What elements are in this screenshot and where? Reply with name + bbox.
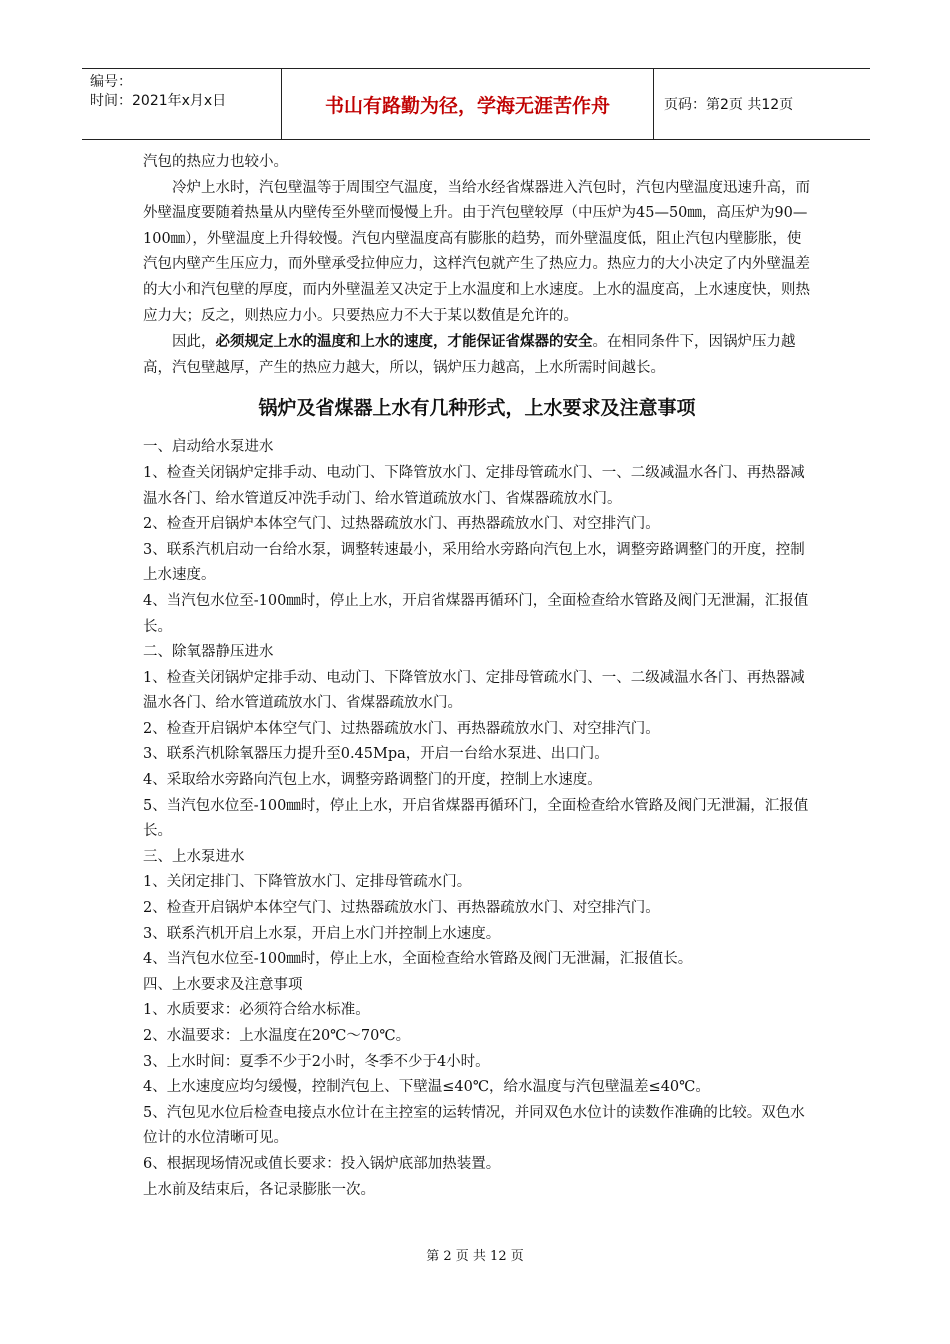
section-line: 3、上水时间：夏季不少于2小时，冬季不少于4小时。	[143, 1053, 490, 1070]
section-line: 4、采取给水旁路向汽包上水，调整旁路调整门的开度，控制上水速度。	[143, 772, 602, 789]
document-body	[143, 150, 811, 1203]
p2-bold-text: 必须规定上水的温度和上水的速度，才能保证省煤器的安全	[215, 333, 593, 351]
section-line: 一、启动给水泵进水	[143, 439, 274, 456]
section-line: 3、联系汽机除氧器压力提升至0.45Mpa，开启一台给水泵进、出口门。	[143, 746, 609, 763]
section-line: 4、当汽包水位至-100㎜时，停止上水，开启省煤器再循环门，全面检查给水管路及阀门无泄漏，汇报值长。	[143, 592, 809, 635]
p2-suffix: 。在相同条件下，因锅炉压力越高，汽包壁越厚，产生的热应力越大，所以，锅炉压力越高，上水所需时间越长。	[143, 334, 796, 376]
section-line: 1、检查关闭锅炉定排手动、电动门、下降管放水门、定排母管疏水门、一、二级减温水各门、再热器减温水各门、给水管道疏放水门、省煤器疏放水门。	[143, 669, 805, 712]
section-title: 锅炉及省煤器上水有几种形式，上水要求及注意事项	[258, 397, 696, 420]
intro-paragraph-0: 汽包的热应力也较小。	[143, 154, 288, 170]
section-line: 5、当汽包水位至-100㎜时，停止上水，开启省煤器再循环门，全面检查给水管路及阀门无泄漏，汇报值长。	[143, 797, 809, 840]
section-line: 6、根据现场情况或值长要求：投入锅炉底部加热装置。	[143, 1155, 501, 1172]
section-line: 2、检查开启锅炉本体空气门、过热器疏放水门、再热器疏放水门、对空排汽门。	[143, 516, 660, 533]
number-label: 编号：	[90, 74, 132, 90]
section-line: 4、上水速度应均匀缓慢，控制汽包上、下壁温≤40℃，给水温度与汽包壁温差≤40℃。	[143, 1079, 710, 1096]
section-line: 1、检查关闭锅炉定排手动、电动门、下降管放水门、定排母管疏水门、一、二级减温水各门、再热器减温水各门、给水管道反冲洗手动门、给水管道疏放水门、省煤器疏放水门。	[143, 464, 805, 507]
section-line: 2、检查开启锅炉本体空气门、过热器疏放水门、再热器疏放水门、对空排汽门。	[143, 900, 660, 917]
section-line: 3、联系汽机开启上水泵，开启上水门并控制上水速度。	[143, 925, 501, 942]
section-line: 1、关闭定排门、下降管放水门、定排母管疏水门。	[143, 874, 472, 891]
section-line: 3、联系汽机启动一台给水泵，调整转速最小，采用给水旁路向汽包上水，调整旁路调整门的开度，控制上水速度。	[143, 541, 805, 584]
section-line: 四、上水要求及注意事项	[143, 976, 303, 993]
section-line: 三、上水泵进水	[143, 848, 245, 865]
header-motto: 书山有路勤为径，学海无涯苦作舟	[282, 69, 654, 139]
header-page-info: 页码：第2页 共12页	[664, 97, 794, 113]
p2-prefix: 因此，	[172, 334, 216, 351]
section-line: 2、水温要求：上水温度在20℃～70℃。	[143, 1028, 411, 1044]
time-label: 时间：2021年x月x日	[90, 93, 227, 109]
section-line: 1、水质要求：必须符合给水标准。	[143, 1002, 370, 1019]
section-line: 上水前及结束后，各记录膨胀一次。	[143, 1181, 375, 1198]
section-line: 5、汽包见水位后检查电接点水位计在主控室的运转情况，并同双色水位计的读数作准确的比较。双色水位计的水位清晰可见。	[143, 1104, 805, 1147]
section-line: 4、当汽包水位至-100㎜时，停止上水，全面检查给水管路及阀门无泄漏，汇报值长。	[143, 951, 693, 968]
section-line: 2、检查开启锅炉本体空气门、过热器疏放水门、再热器疏放水门、对空排汽门。	[143, 720, 660, 737]
page-footer: 第 2 页 共 12 页	[426, 1249, 524, 1264]
intro-paragraph-2	[143, 329, 811, 381]
header-meta	[82, 69, 282, 139]
page-header	[82, 68, 870, 140]
section-line: 二、除氧器静压进水	[143, 644, 274, 661]
intro-paragraph-1: 冷炉上水时，汽包壁温等于周围空气温度，当给水经省煤器进入汽包时，汽包内壁温度迅速升高，而外壁温度要随着热量从内壁传至外壁而慢慢上升。由于汽包壁较厚（中压炉为45—50㎜，高压炉为90—100㎜），外壁温度上升得较慢。汽包内壁温度高有膨胀的趋势，而外壁温度低，阻止汽包内壁膨胀，使汽包内壁产生压应力，而外壁承受拉伸应力，这样汽包就产生了热应力。热应力的大小决定了内外壁温差的大小和汽包壁的厚度，而内外壁温差又决定于上水温度和上水速度。上水的温度高，上水速度快，则热应力大；反之，则热应力小。只要热应力不大于某以数值是允许的。	[143, 179, 810, 324]
